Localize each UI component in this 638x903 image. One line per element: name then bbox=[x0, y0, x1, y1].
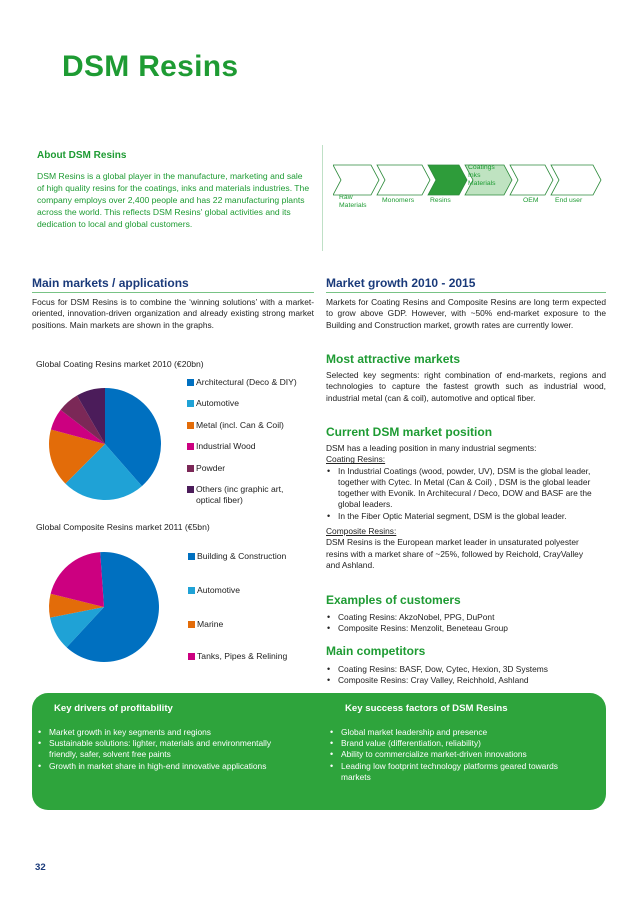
chain-label-resins: Resins bbox=[430, 197, 451, 204]
list-item: • Global market leadership and presence bbox=[329, 727, 579, 738]
legend-label: Tanks, Pipes & Relining bbox=[197, 651, 288, 661]
legend-item bbox=[188, 619, 308, 630]
list-item: • Growth in market share in high-end innovative applications bbox=[37, 761, 289, 772]
chain-label-coatings: Coatings Inks Materials bbox=[468, 164, 496, 187]
list-item: • Brand value (differentiation, reliability) bbox=[329, 738, 579, 749]
divider-right bbox=[326, 292, 606, 293]
list-item: • Ability to commercialize market-driven innovations bbox=[329, 749, 579, 760]
legend-swatch bbox=[187, 400, 194, 407]
coating-resins-pie bbox=[45, 386, 165, 502]
legend-item bbox=[188, 651, 308, 662]
legend-item bbox=[187, 398, 305, 409]
legend-label: Architectural (Deco & DIY) bbox=[196, 377, 297, 387]
market-position-intro: DSM has a leading position in many industrial segments: bbox=[326, 443, 537, 453]
chain-step-oem bbox=[510, 165, 553, 195]
legend-item bbox=[187, 420, 305, 431]
competitors-heading: Main competitors bbox=[326, 644, 426, 658]
list-item: • Coating Resins: BASF, Dow, Cytec, Hexion, 3D Systems bbox=[326, 664, 606, 675]
chain-label-oem: OEM bbox=[523, 197, 539, 204]
chain-step-raw-materials bbox=[333, 165, 379, 195]
coating-resins-label: Coating Resins: bbox=[326, 454, 386, 465]
legend-label: Building & Construction bbox=[197, 551, 287, 561]
value-chain bbox=[333, 162, 603, 212]
key-drivers-heading: Key drivers of profitability bbox=[54, 703, 173, 714]
attractive-markets-heading: Most attractive markets bbox=[326, 352, 461, 366]
list-item: • Coating Resins: AkzoNobel, PPG, DuPont bbox=[326, 612, 606, 623]
legend-item bbox=[187, 484, 305, 506]
legend-swatch bbox=[187, 486, 194, 493]
list-item: • Market growth in key segments and regions bbox=[37, 727, 289, 738]
chart2-title: Global Composite Resins market 2011 (€5bn) bbox=[36, 522, 210, 532]
legend-swatch bbox=[187, 379, 194, 386]
composite-resins-label: Composite Resins: bbox=[326, 525, 397, 536]
market-growth-heading: Market growth 2010 - 2015 bbox=[326, 276, 476, 290]
legend-swatch bbox=[187, 465, 194, 472]
legend-label: Metal (incl. Can & Coil) bbox=[196, 420, 284, 430]
legend-swatch bbox=[188, 621, 195, 628]
success-factors-heading: Key success factors of DSM Resins bbox=[345, 703, 508, 714]
list-item: • Composite Resins: Menzolit, Beneteau Group bbox=[326, 623, 606, 634]
legend-swatch bbox=[187, 443, 194, 450]
list-item: • Leading low footprint technology platforms geared towards markets bbox=[329, 761, 579, 783]
list-item: • Composite Resins: Cray Valley, Reichhold, Ashland bbox=[326, 675, 606, 686]
legend-label: Others (inc graphic art, optical fiber) bbox=[196, 484, 284, 505]
chain-label-monomers: Monomers bbox=[382, 197, 415, 204]
about-heading: About DSM Resins bbox=[37, 150, 127, 161]
key-drivers-box bbox=[32, 693, 606, 810]
composite-resins-pie bbox=[45, 550, 163, 666]
legend-item bbox=[187, 377, 305, 388]
main-markets-heading: Main markets / applications bbox=[32, 276, 189, 290]
market-position-heading: Current DSM market position bbox=[326, 425, 493, 439]
legend-label: Automotive bbox=[197, 585, 240, 595]
key-drivers-list bbox=[37, 727, 289, 772]
composite-resins-text: DSM Resins is the European market leader in unsaturated polyester resins with a market share of ~25%, followed by Reichold, CrayValley and Ashland. bbox=[326, 537, 584, 571]
customers-heading: Examples of customers bbox=[326, 593, 461, 607]
chain-label-raw-materials: Raw Materials bbox=[339, 194, 367, 209]
legend-label: Powder bbox=[196, 463, 226, 473]
chain-step-resins bbox=[428, 165, 467, 195]
legend-swatch bbox=[188, 587, 195, 594]
list-item: • In the Fiber Optic Material segment, DSM is the global leader. bbox=[326, 511, 600, 522]
chain-step-end-user bbox=[551, 165, 601, 195]
legend-item bbox=[188, 551, 308, 562]
chain-label-end-user: End user bbox=[555, 197, 583, 204]
market-position-block bbox=[326, 443, 606, 571]
customers-list bbox=[326, 612, 606, 634]
divider-left bbox=[32, 292, 314, 293]
coating-resins-list bbox=[326, 466, 606, 522]
success-factors-list bbox=[329, 727, 579, 783]
page-number: 32 bbox=[35, 862, 46, 873]
market-growth-text: Markets for Coating Resins and Composite Resins are long term expected to grow above GDP. However, with ~50% end-market exposure to the Building and Construction market, growth rates are currently lower. bbox=[326, 297, 606, 330]
legend-swatch bbox=[188, 553, 195, 560]
legend-label: Marine bbox=[197, 619, 224, 629]
page-title: DSM Resins bbox=[62, 50, 239, 83]
legend-label: Industrial Wood bbox=[196, 441, 256, 451]
legend-item bbox=[188, 585, 308, 596]
legend-swatch bbox=[188, 653, 195, 660]
legend-item bbox=[187, 463, 305, 474]
about-text: DSM Resins is a global player in the manufacture, marketing and sale of high quality resins for the coatings, inks and materials industries. The company employs over 2,400 people and has 22 manufacturing plants across the world. This reflects DSM Resins' global activities and its dedication to local and global customers. bbox=[37, 171, 310, 230]
legend-label: Automotive bbox=[196, 398, 239, 408]
competitors-list bbox=[326, 664, 606, 686]
main-markets-intro: Focus for DSM Resins is to combine the ‘winning solutions’ with a market-oriented, innovation-driven organization and already existing strong market positions. Main markets are shown in the graphs. bbox=[32, 297, 314, 330]
legend-item bbox=[187, 441, 305, 452]
legend-swatch bbox=[187, 422, 194, 429]
list-item: • In Industrial Coatings (wood, powder, UV), DSM is the global leader, together with Cytec. In Metal (Can & Coil) , DSM is the global leader together with Evonik. In Architecural / Deco, DOW and BASF are the global leaders. bbox=[326, 466, 600, 511]
list-item: • Sustainable solutions: lighter, materials and environmentally friendly, safer, solvent free paints bbox=[37, 738, 289, 760]
attractive-markets-text: Selected key segments: right combination of end-markets, regions and technologies to capture the fastest growth such as industrial wood, industrial metal (can & coil), automotive and optical fiber. bbox=[326, 370, 606, 403]
chart1-title: Global Coating Resins market 2010 (€20bn) bbox=[36, 359, 204, 369]
chain-step-monomers bbox=[377, 165, 430, 195]
